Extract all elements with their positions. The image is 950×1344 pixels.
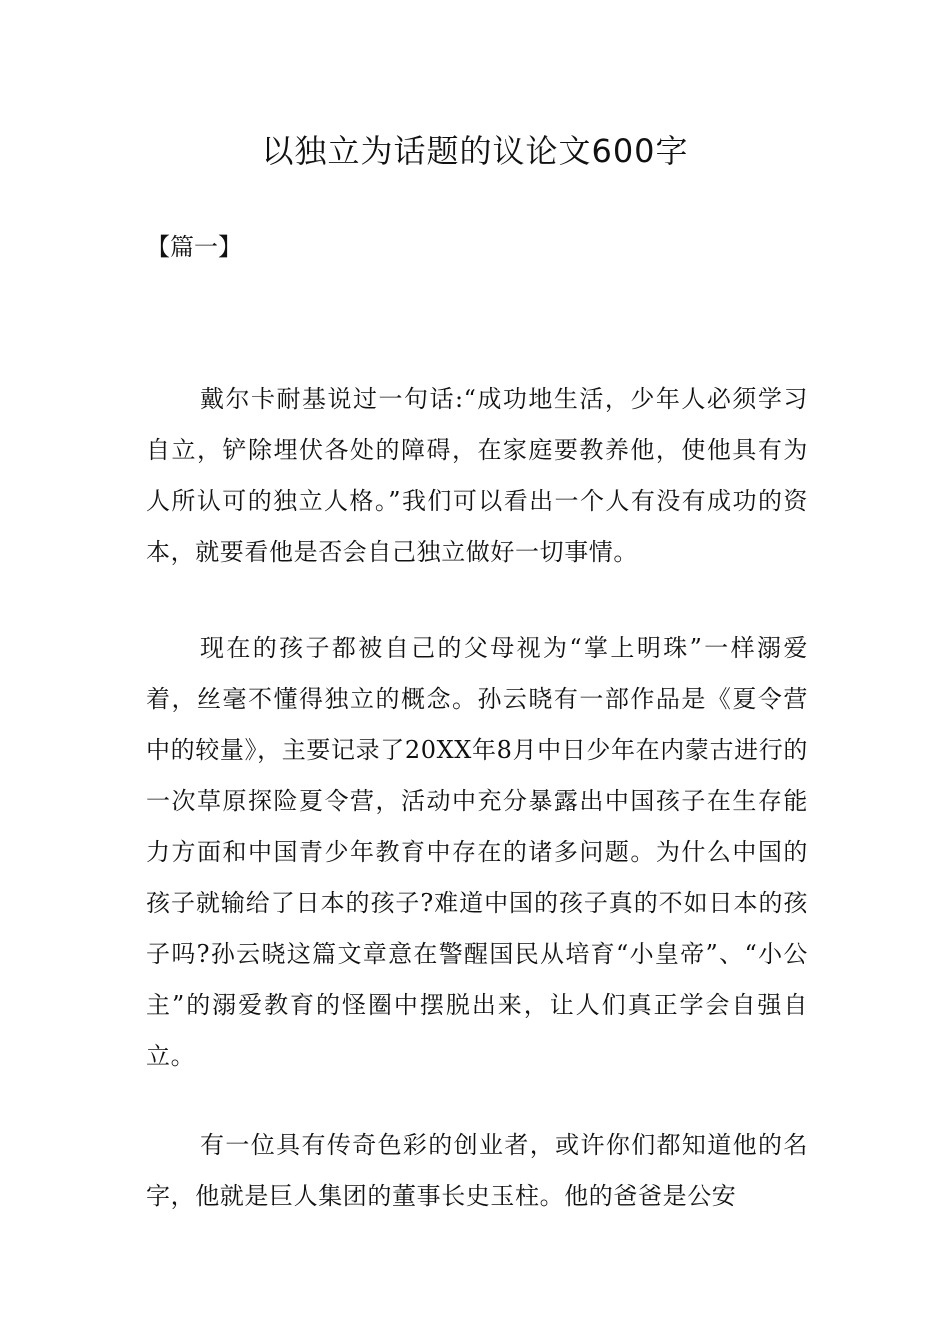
document-title: 以独立为话题的议论文600字: [261, 132, 689, 170]
paragraph-3: 有一位具有传奇色彩的创业者，或许你们都知道他的名字，他就是巨人集团的董事长史玉柱。他的爸爸是公安: [146, 1131, 808, 1210]
section-label: 【篇一】: [146, 233, 242, 261]
paragraph-2: 现在的孩子都被自己的父母视为“掌上明珠”一样溺爱着，丝毫不懂得独立的概念。孙云晓有一部作品是《夏令营中的较量》，主要记录了20XX年8月中日少年在内蒙古进行的一次草原探险夏令营，活动中充分暴露出中国孩子在生存能力方面和中国青少年教育中存在的诸多问题。为什么中国的孩子就输给了日本的孩子?难道中国的孩子真的不如日本的孩子吗?孙云晓这篇文章意在警醒国民从培育“小皇帝”、“小公主”的溺爱教育的怪圈中摆脱出来，让人们真正学会自强自立。: [146, 634, 808, 1070]
paragraph-1: 戴尔卡耐基说过一句话:“成功地生活，少年人必须学习自立，铲除埋伏各处的障碍，在家庭要教养他，使他具有为人所认可的独立人格。”我们可以看出一个人有没有成功的资本，就要看他是否会自己独立做好一切事情。: [146, 385, 808, 566]
